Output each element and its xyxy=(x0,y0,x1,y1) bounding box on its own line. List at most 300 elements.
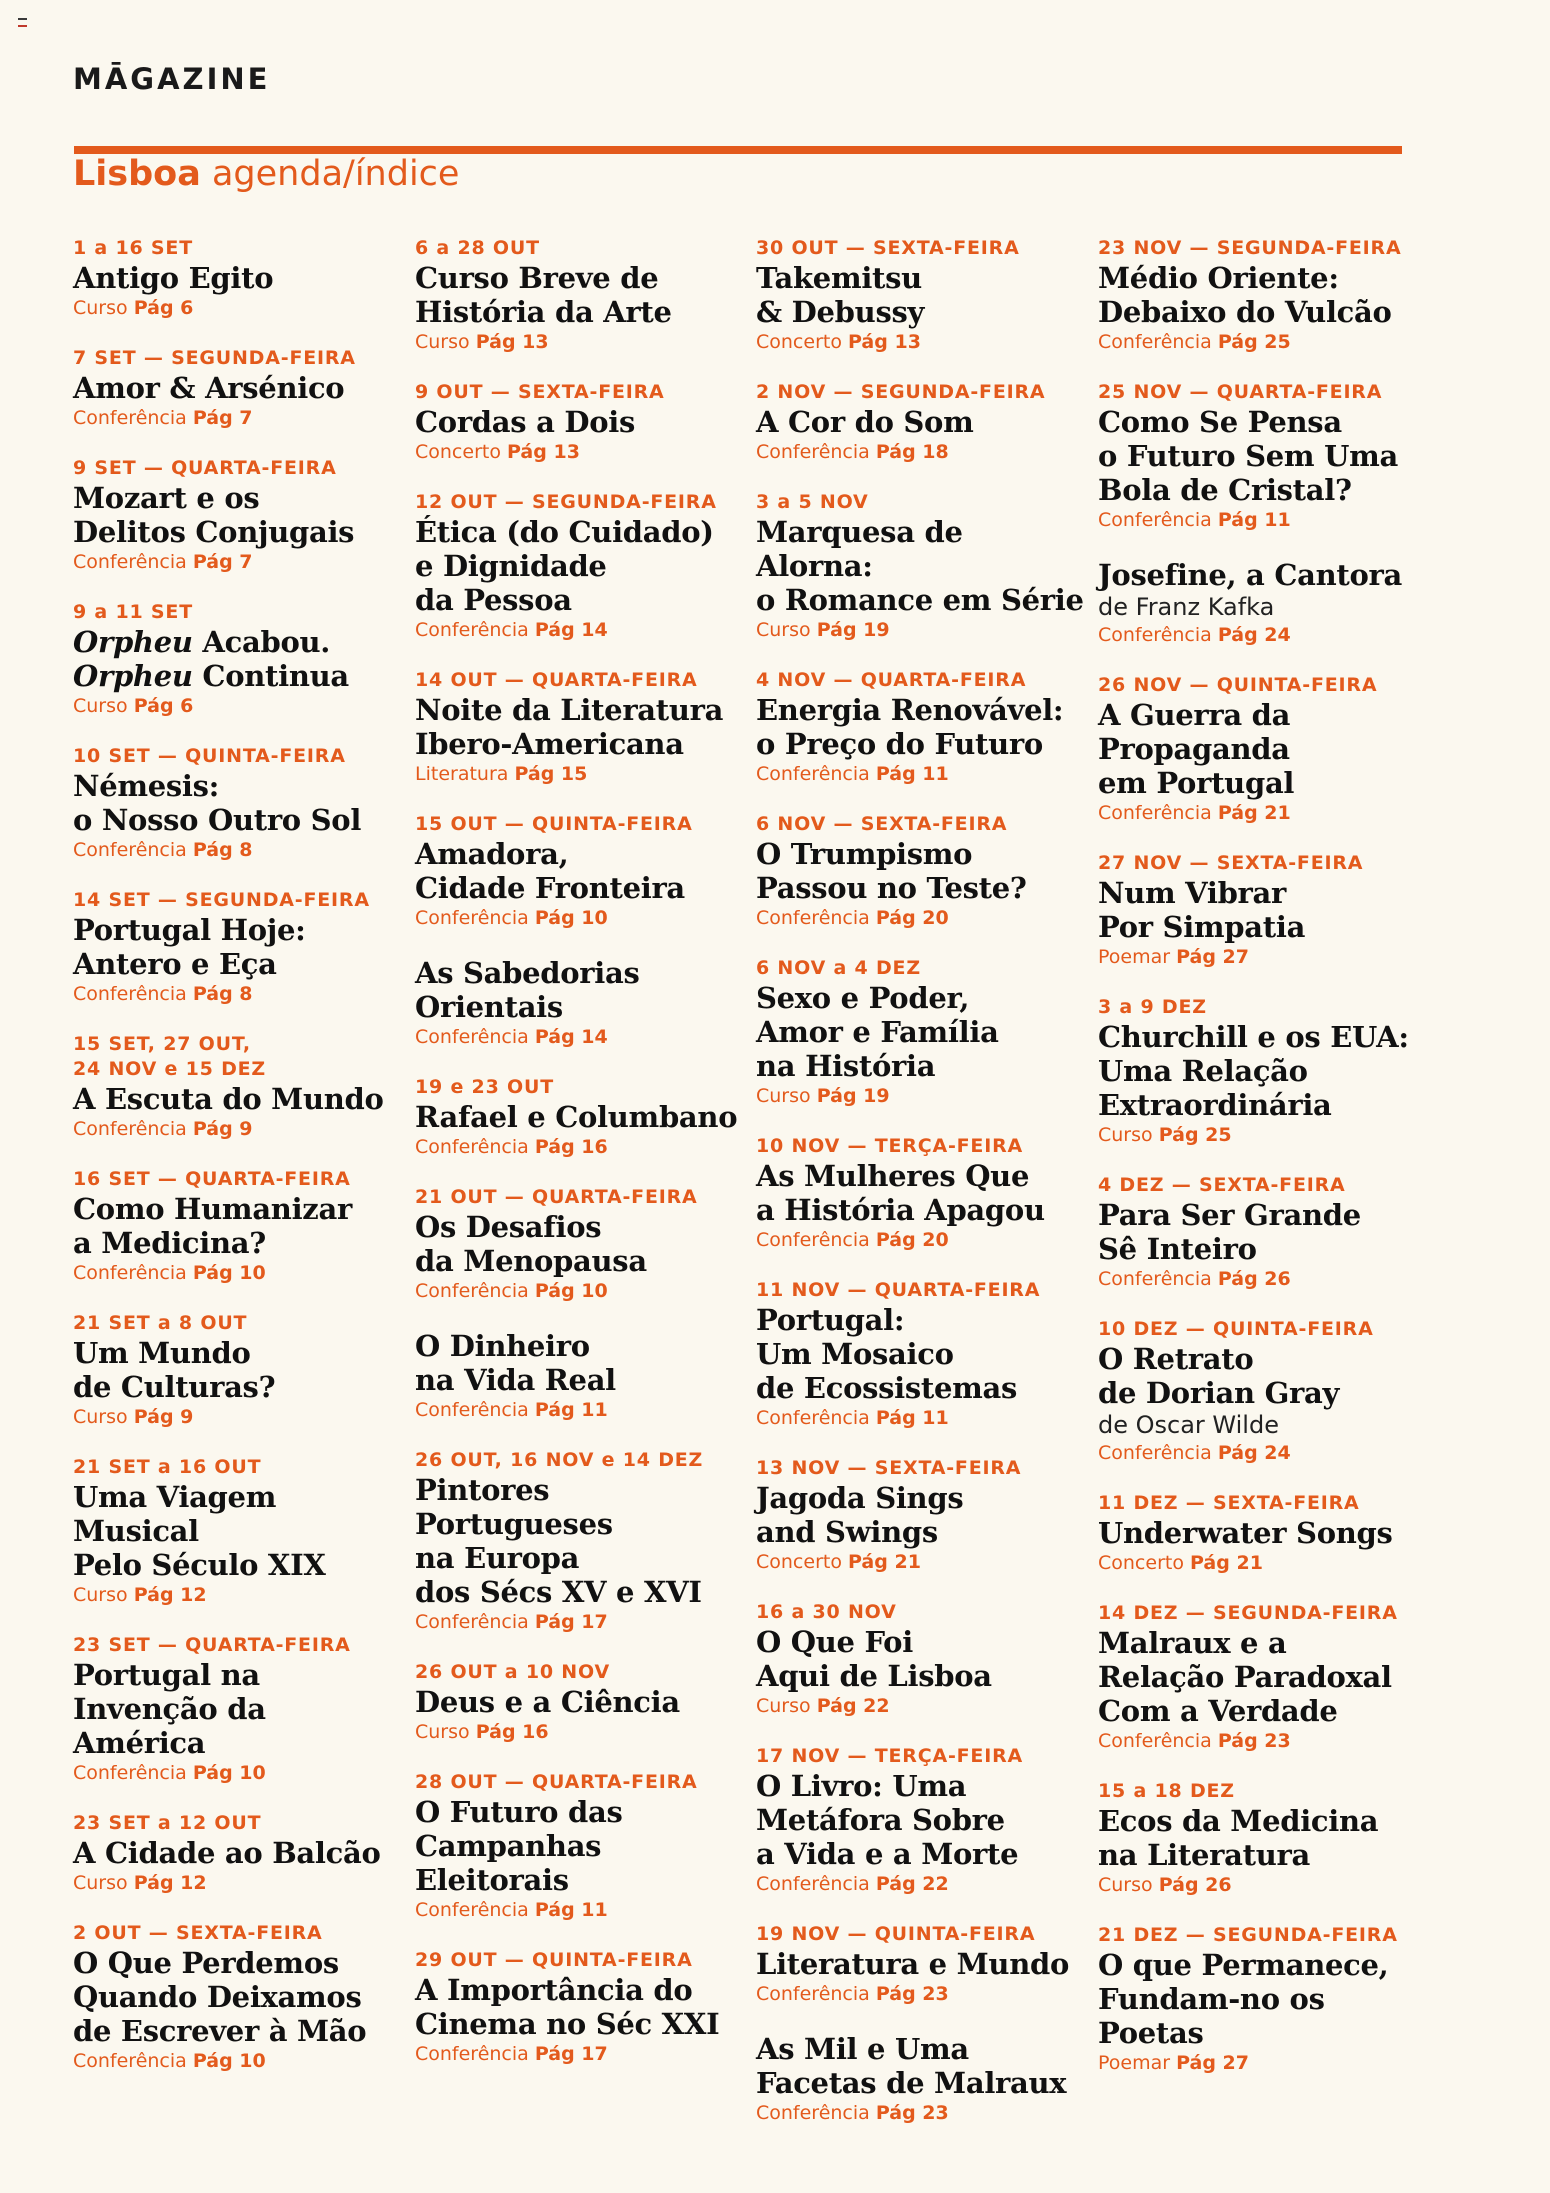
agenda-columns xyxy=(73,236,1413,2124)
entry-meta xyxy=(756,1871,1086,1898)
entry-date: 26 NOV — QUINTA-FEIRA xyxy=(1098,674,1378,696)
entry-meta xyxy=(415,761,745,788)
entry-title: Amadora, Cidade Fronteira xyxy=(415,837,685,905)
entry-date: 15 SET, 27 OUT, 24 NOV e 15 DEZ xyxy=(73,1033,267,1080)
agenda-entry xyxy=(756,1922,1086,2008)
entry-meta xyxy=(73,1116,403,1143)
entry-meta xyxy=(756,1083,1086,1110)
agenda-entry xyxy=(1098,1923,1428,2077)
agenda-entry xyxy=(415,236,745,356)
entry-meta xyxy=(415,2041,745,2068)
agenda-entry xyxy=(415,380,745,466)
entry-page: Pág 19 xyxy=(816,1085,890,1107)
entry-kind: Conferência xyxy=(73,983,187,1005)
entry-title: Para Ser Grande Sê Inteiro xyxy=(1098,1198,1361,1266)
entry-page: Pág 10 xyxy=(534,1280,608,1302)
entry-page: Pág 6 xyxy=(133,695,194,717)
agenda-entry xyxy=(73,1811,403,1897)
entry-title: Médio Oriente: Debaixo do Vulcão xyxy=(1098,261,1392,329)
entry-meta xyxy=(73,549,403,576)
entry-page: Pág 13 xyxy=(848,331,921,353)
entry-date: 9 SET — QUARTA-FEIRA xyxy=(73,457,337,479)
entry-title: A Escuta do Mundo xyxy=(73,1082,384,1116)
entry-page: Pág 10 xyxy=(192,2050,266,2072)
entry-meta xyxy=(1098,1122,1428,1149)
entry-meta xyxy=(415,1278,745,1305)
entry-title: O Que Foi Aqui de Lisboa xyxy=(756,1625,992,1693)
agenda-entry xyxy=(415,956,745,1051)
entry-date: 6 NOV — SEXTA-FEIRA xyxy=(756,813,1008,835)
entry-page: Pág 7 xyxy=(192,407,253,429)
entry-date: 21 SET a 16 OUT xyxy=(73,1456,262,1478)
entry-title: Rafael e Columbano xyxy=(415,1100,738,1134)
entry-kind: Conferência xyxy=(415,1026,529,1048)
entry-meta xyxy=(73,1404,403,1431)
entry-kind: Concerto xyxy=(415,441,501,463)
entry-date: 13 NOV — SEXTA-FEIRA xyxy=(756,1457,1022,1479)
agenda-entry xyxy=(1098,1317,1428,1467)
agenda-entry xyxy=(1098,1491,1428,1577)
entry-date: 27 NOV — SEXTA-FEIRA xyxy=(1098,852,1364,874)
agenda-entry xyxy=(73,744,403,864)
entry-date: 14 SET — SEGUNDA-FEIRA xyxy=(73,889,370,911)
entry-meta xyxy=(1098,800,1428,827)
agenda-entry xyxy=(73,1633,403,1787)
entry-meta xyxy=(756,761,1086,788)
agenda-entry xyxy=(415,1075,745,1161)
entry-date: 6 NOV a 4 DEZ xyxy=(756,957,921,979)
agenda-entry xyxy=(1098,673,1428,827)
entry-kind: Conferência xyxy=(756,1407,870,1429)
agenda-entry xyxy=(415,1185,745,1305)
entry-date: 19 e 23 OUT xyxy=(415,1076,554,1098)
entry-meta xyxy=(1098,1728,1428,1755)
entry-kind: Curso xyxy=(415,1721,470,1743)
entry-page: Pág 26 xyxy=(1217,1268,1291,1290)
entry-date: 21 DEZ — SEGUNDA-FEIRA xyxy=(1098,1924,1398,1946)
entry-page: Pág 6 xyxy=(133,297,194,319)
header-rule xyxy=(74,146,1402,154)
entry-date: 25 NOV — QUARTA-FEIRA xyxy=(1098,381,1383,403)
entry-page: Pág 25 xyxy=(1158,1124,1232,1146)
agenda-column-2 xyxy=(415,236,745,2092)
entry-kind: Conferência xyxy=(1098,509,1212,531)
entry-meta xyxy=(73,837,403,864)
entry-title: Orpheu Acabou. Orpheu Continua xyxy=(73,625,349,693)
agenda-entry xyxy=(73,346,403,432)
entry-kind: Conferência xyxy=(73,551,187,573)
agenda-entry xyxy=(756,956,1086,1110)
agenda-entry xyxy=(73,888,403,1008)
entry-title: Pintores Portugueses na Europa dos Sécs XV e XVI xyxy=(415,1473,702,1609)
entry-kind: Poemar xyxy=(1098,2052,1171,2074)
entry-kind: Poemar xyxy=(1098,946,1171,968)
entry-meta xyxy=(73,1760,403,1787)
entry-title: Amor & Arsénico xyxy=(73,371,345,405)
agenda-entry xyxy=(415,1660,745,1746)
entry-date: 15 OUT — QUINTA-FEIRA xyxy=(415,813,693,835)
agenda-entry xyxy=(415,1448,745,1636)
agenda-entry xyxy=(1098,1173,1428,1293)
entry-kind: Conferência xyxy=(756,1229,870,1251)
entry-page: Pág 8 xyxy=(192,983,253,1005)
agenda-entry xyxy=(756,236,1086,356)
entry-meta xyxy=(73,1582,403,1609)
entry-page: Pág 16 xyxy=(475,1721,549,1743)
entry-meta xyxy=(756,905,1086,932)
entry-title: O Retrato de Dorian Gray xyxy=(1098,1342,1340,1410)
entry-date: 15 a 18 DEZ xyxy=(1098,1780,1235,1802)
entry-page: Pág 17 xyxy=(534,1611,608,1633)
entry-author: de Franz Kafka xyxy=(1098,593,1275,621)
agenda-entry xyxy=(756,380,1086,466)
entry-kind: Curso xyxy=(1098,1124,1153,1146)
entry-title: Ecos da Medicina na Literatura xyxy=(1098,1804,1379,1872)
entry-page: Pág 25 xyxy=(1217,331,1291,353)
agenda-entry xyxy=(73,236,403,322)
entry-kind: Conferência xyxy=(415,907,529,929)
entry-page: Pág 14 xyxy=(534,619,608,641)
agenda-entry xyxy=(1098,558,1428,649)
magazine-logo: MĀGAZINE xyxy=(73,62,271,96)
entry-meta xyxy=(1098,2050,1428,2077)
entry-title: Energia Renovável: o Preço do Futuro xyxy=(756,693,1064,761)
entry-meta xyxy=(415,617,745,644)
entry-kind: Conferência xyxy=(1098,1442,1212,1464)
agenda-entry xyxy=(756,1278,1086,1432)
entry-date: 23 NOV — SEGUNDA-FEIRA xyxy=(1098,237,1402,259)
entry-meta xyxy=(73,295,403,322)
entry-date: 14 DEZ — SEGUNDA-FEIRA xyxy=(1098,1602,1398,1624)
entry-page: Pág 21 xyxy=(848,1551,921,1573)
entry-meta xyxy=(756,2100,1086,2127)
entry-title: Josefine, a Cantora xyxy=(1098,558,1403,592)
entry-title: Deus e a Ciência xyxy=(415,1685,680,1719)
agenda-entry xyxy=(73,456,403,576)
entry-kind: Concerto xyxy=(756,331,842,353)
agenda-entry xyxy=(1098,851,1428,971)
entry-meta xyxy=(756,1981,1086,2008)
entry-page: Pág 10 xyxy=(192,1262,266,1284)
entry-meta xyxy=(1098,1550,1428,1577)
entry-title: As Mil e Uma Facetas de Malraux xyxy=(756,2032,1067,2100)
entry-page: Pág 24 xyxy=(1217,624,1291,646)
entry-date: 9 OUT — SEXTA-FEIRA xyxy=(415,381,665,403)
agenda-entry xyxy=(73,1921,403,2075)
entry-title: Um Mundo de Culturas? xyxy=(73,1336,276,1404)
entry-meta xyxy=(73,2048,403,2075)
entry-kind: Conferência xyxy=(415,1611,529,1633)
entry-page: Pág 21 xyxy=(1217,802,1291,824)
entry-kind: Curso xyxy=(73,297,128,319)
entry-page: Pág 22 xyxy=(816,1695,890,1717)
entry-title: Noite da Literatura Ibero-Americana xyxy=(415,693,724,761)
entry-title: Como Humanizar a Medicina? xyxy=(73,1192,352,1260)
entry-date: 12 OUT — SEGUNDA-FEIRA xyxy=(415,491,717,513)
entry-page: Pág 18 xyxy=(875,441,949,463)
entry-kind: Concerto xyxy=(1098,1552,1184,1574)
entry-page: Pág 22 xyxy=(875,1873,949,1895)
entry-meta xyxy=(415,1609,745,1636)
entry-meta xyxy=(756,439,1086,466)
entry-meta xyxy=(1098,1266,1428,1293)
entry-date: 10 DEZ — QUINTA-FEIRA xyxy=(1098,1318,1374,1340)
entry-meta xyxy=(415,439,745,466)
entry-meta xyxy=(73,981,403,1008)
entry-title: Os Desafios da Menopausa xyxy=(415,1210,647,1278)
agenda-entry xyxy=(756,668,1086,788)
entry-kind: Curso xyxy=(73,695,128,717)
entry-page: Pág 27 xyxy=(1176,946,1250,968)
entry-kind: Conferência xyxy=(1098,1730,1212,1752)
entry-title: Ética (do Cuidado) e Dignidade da Pessoa xyxy=(415,515,714,617)
entry-page: Pág 11 xyxy=(534,1899,608,1921)
entry-title: A Guerra da Propaganda em Portugal xyxy=(1098,698,1295,800)
entry-page: Pág 11 xyxy=(875,763,949,785)
agenda-entry xyxy=(73,1032,403,1143)
entry-page: Pág 14 xyxy=(534,1026,608,1048)
entry-date: 30 OUT — SEXTA-FEIRA xyxy=(756,237,1020,259)
entry-date: 16 a 30 NOV xyxy=(756,1601,897,1623)
entry-title: Underwater Songs xyxy=(1098,1516,1393,1550)
entry-meta xyxy=(756,1227,1086,1254)
entry-title: Némesis: o Nosso Outro Sol xyxy=(73,769,362,837)
entry-date: 4 NOV — QUARTA-FEIRA xyxy=(756,669,1027,691)
agenda-column-4 xyxy=(1098,236,1428,2101)
entry-title: Antigo Egito xyxy=(73,261,274,295)
agenda-entry xyxy=(756,1744,1086,1898)
entry-page: Pág 10 xyxy=(534,907,608,929)
section-title xyxy=(73,154,459,194)
entry-page: Pág 20 xyxy=(875,1229,949,1251)
agenda-column-3 xyxy=(756,236,1086,2151)
entry-kind: Conferência xyxy=(73,839,187,861)
entry-kind: Conferência xyxy=(415,1136,529,1158)
entry-page: Pág 19 xyxy=(816,619,890,641)
entry-date: 2 NOV — SEGUNDA-FEIRA xyxy=(756,381,1046,403)
entry-page: Pág 10 xyxy=(192,1762,266,1784)
entry-title: Portugal na Invenção da América xyxy=(73,1658,266,1760)
agenda-entry xyxy=(415,1770,745,1924)
entry-meta xyxy=(73,1870,403,1897)
entry-date: 2 OUT — SEXTA-FEIRA xyxy=(73,1922,323,1944)
entry-meta xyxy=(1098,329,1428,356)
entry-kind: Conferência xyxy=(756,1873,870,1895)
entry-page: Pág 9 xyxy=(133,1406,194,1428)
entry-kind: Conferência xyxy=(73,2050,187,2072)
entry-kind: Conferência xyxy=(1098,624,1212,646)
entry-kind: Conferência xyxy=(756,2102,870,2124)
entry-page: Pág 23 xyxy=(875,2102,949,2124)
entry-kind: Conferência xyxy=(415,1280,529,1302)
entry-title: Mozart e os Delitos Conjugais xyxy=(73,481,355,549)
entry-kind: Conferência xyxy=(756,1983,870,2005)
entry-date: 9 a 11 SET xyxy=(73,601,193,623)
entry-title: As Sabedorias Orientais xyxy=(415,956,640,1024)
entry-page: Pág 11 xyxy=(1217,509,1291,531)
entry-title: O Trumpismo Passou no Teste? xyxy=(756,837,1027,905)
entry-page: Pág 20 xyxy=(875,907,949,929)
entry-date: 14 OUT — QUARTA-FEIRA xyxy=(415,669,698,691)
entry-meta xyxy=(1098,1872,1428,1899)
entry-date: 17 NOV — TERÇA-FEIRA xyxy=(756,1745,1023,1767)
entry-title: Takemitsu & Debussy xyxy=(756,261,925,329)
agenda-entry xyxy=(1098,1779,1428,1899)
entry-meta xyxy=(415,1719,745,1746)
entry-meta xyxy=(1098,507,1428,534)
entry-kind: Conferência xyxy=(415,1899,529,1921)
entry-title: Malraux e a Relação Paradoxal Com a Verdade xyxy=(1098,1626,1392,1728)
entry-page: Pág 15 xyxy=(514,763,588,785)
entry-date: 3 a 5 NOV xyxy=(756,491,869,513)
entry-date: 4 DEZ — SEXTA-FEIRA xyxy=(1098,1174,1346,1196)
entry-title: Cordas a Dois xyxy=(415,405,636,439)
entry-kind: Conferência xyxy=(415,619,529,641)
entry-meta xyxy=(756,1549,1086,1576)
entry-title: Como Se Pensa o Futuro Sem Uma Bola de Cristal? xyxy=(1098,405,1398,507)
entry-meta xyxy=(73,693,403,720)
agenda-entry xyxy=(415,812,745,932)
entry-meta xyxy=(756,1405,1086,1432)
entry-kind: Conferência xyxy=(415,1399,529,1421)
entry-page: Pág 12 xyxy=(133,1872,207,1894)
entry-page: Pág 13 xyxy=(475,331,549,353)
entry-meta xyxy=(415,905,745,932)
agenda-entry xyxy=(756,490,1086,644)
entry-page: Pág 23 xyxy=(875,1983,949,2005)
entry-page: Pág 17 xyxy=(534,2043,608,2065)
entry-title: O Futuro das Campanhas Eleitorais xyxy=(415,1795,623,1897)
entry-date: 23 SET — QUARTA-FEIRA xyxy=(73,1634,351,1656)
entry-title: O Dinheiro na Vida Real xyxy=(415,1329,616,1397)
entry-date: 11 NOV — QUARTA-FEIRA xyxy=(756,1279,1041,1301)
entry-title: Marquesa de Alorna: o Romance em Série xyxy=(756,515,1084,617)
entry-page: Pág 12 xyxy=(133,1584,207,1606)
entry-date: 6 a 28 OUT xyxy=(415,237,540,259)
entry-meta xyxy=(1098,1440,1428,1467)
entry-page: Pág 7 xyxy=(192,551,253,573)
entry-date: 7 SET — SEGUNDA-FEIRA xyxy=(73,347,356,369)
entry-page: Pág 27 xyxy=(1176,2052,1250,2074)
entry-kind: Conferência xyxy=(756,763,870,785)
entry-title: Portugal: Um Mosaico de Ecossistemas xyxy=(756,1303,1018,1405)
agenda-entry xyxy=(1098,380,1428,534)
agenda-entry xyxy=(756,812,1086,932)
entry-kind: Conferência xyxy=(756,907,870,929)
entry-kind: Curso xyxy=(756,1695,811,1717)
entry-kind: Conferência xyxy=(1098,802,1212,824)
agenda-entry xyxy=(415,490,745,644)
entry-title: Num Vibrar Por Simpatia xyxy=(1098,876,1306,944)
entry-date: 23 SET a 12 OUT xyxy=(73,1812,262,1834)
entry-title: Portugal Hoje: Antero e Eça xyxy=(73,913,306,981)
entry-title: Uma Viagem Musical Pelo Século XIX xyxy=(73,1480,326,1582)
entry-title: A Cidade ao Balcão xyxy=(73,1836,381,1870)
entry-meta xyxy=(415,1024,745,1051)
entry-page: Pág 13 xyxy=(507,441,580,463)
entry-date: 10 SET — QUINTA-FEIRA xyxy=(73,745,346,767)
entry-page: Pág 11 xyxy=(875,1407,949,1429)
entry-kind: Conferência xyxy=(756,441,870,463)
entry-title: A Importância do Cinema no Séc XXI xyxy=(415,1973,720,2041)
agenda-entry xyxy=(1098,995,1428,1149)
entry-kind: Concerto xyxy=(756,1551,842,1573)
entry-kind: Conferência xyxy=(73,1262,187,1284)
entry-meta xyxy=(415,1134,745,1161)
entry-date: 10 NOV — TERÇA-FEIRA xyxy=(756,1135,1023,1157)
entry-date: 21 SET a 8 OUT xyxy=(73,1312,248,1334)
agenda-entry xyxy=(1098,1601,1428,1755)
entry-title: O Livro: Uma Metáfora Sobre a Vida e a Morte xyxy=(756,1769,1019,1871)
entry-title: Curso Breve de História da Arte xyxy=(415,261,672,329)
entry-author: de Oscar Wilde xyxy=(1098,1411,1279,1439)
agenda-entry xyxy=(73,1167,403,1287)
entry-meta xyxy=(756,617,1086,644)
section-title-city: Lisboa xyxy=(73,154,201,194)
entry-meta xyxy=(756,329,1086,356)
entry-kind: Conferência xyxy=(73,407,187,429)
entry-date: 3 a 9 DEZ xyxy=(1098,996,1207,1018)
entry-kind: Curso xyxy=(1098,1874,1153,1896)
entry-kind: Literatura xyxy=(415,763,509,785)
agenda-entry xyxy=(73,600,403,720)
agenda-entry xyxy=(415,668,745,788)
agenda-entry xyxy=(73,1455,403,1609)
entry-page: Pág 21 xyxy=(1190,1552,1263,1574)
entry-kind: Conferência xyxy=(73,1762,187,1784)
entry-kind: Conferência xyxy=(1098,331,1212,353)
entry-kind: Conferência xyxy=(415,2043,529,2065)
entry-title: Churchill e os EUA: Uma Relação Extraordinária xyxy=(1098,1020,1409,1122)
entry-date: 16 SET — QUARTA-FEIRA xyxy=(73,1168,351,1190)
entry-page: Pág 8 xyxy=(192,839,253,861)
entry-kind: Curso xyxy=(756,1085,811,1107)
agenda-entry xyxy=(756,1456,1086,1576)
entry-kind: Curso xyxy=(415,331,470,353)
entry-title: Literatura e Mundo xyxy=(756,1947,1070,1981)
agenda-entry xyxy=(415,1948,745,2068)
entry-meta xyxy=(415,1897,745,1924)
entry-page: Pág 16 xyxy=(534,1136,608,1158)
entry-meta xyxy=(756,1693,1086,1720)
entry-title: Jagoda Sings and Swings xyxy=(756,1481,964,1549)
entry-date: 21 OUT — QUARTA-FEIRA xyxy=(415,1186,698,1208)
entry-page: Pág 26 xyxy=(1158,1874,1232,1896)
agenda-column-1 xyxy=(73,236,403,2099)
entry-kind: Curso xyxy=(756,619,811,641)
entry-kind: Curso xyxy=(73,1406,128,1428)
entry-date: 26 OUT, 16 NOV e 14 DEZ xyxy=(415,1449,704,1471)
entry-meta xyxy=(1098,944,1428,971)
entry-date: 28 OUT — QUARTA-FEIRA xyxy=(415,1771,698,1793)
entry-page: Pág 23 xyxy=(1217,1730,1291,1752)
entry-title: A Cor do Som xyxy=(756,405,974,439)
entry-page: Pág 24 xyxy=(1217,1442,1291,1464)
entry-meta xyxy=(415,1397,745,1424)
entry-date: 11 DEZ — SEXTA-FEIRA xyxy=(1098,1492,1360,1514)
entry-date: 26 OUT a 10 NOV xyxy=(415,1661,610,1683)
agenda-entry xyxy=(1098,236,1428,356)
agenda-entry xyxy=(756,1600,1086,1720)
corner-mark xyxy=(18,18,27,27)
entry-kind: Curso xyxy=(73,1584,128,1606)
entry-title: O que Permanece, Fundam-no os Poetas xyxy=(1098,1948,1389,2050)
entry-meta xyxy=(1098,622,1428,649)
entry-date: 1 a 16 SET xyxy=(73,237,193,259)
section-title-label: agenda/índice xyxy=(200,154,460,194)
entry-title: Sexo e Poder, Amor e Família na História xyxy=(756,981,999,1083)
entry-meta xyxy=(415,329,745,356)
